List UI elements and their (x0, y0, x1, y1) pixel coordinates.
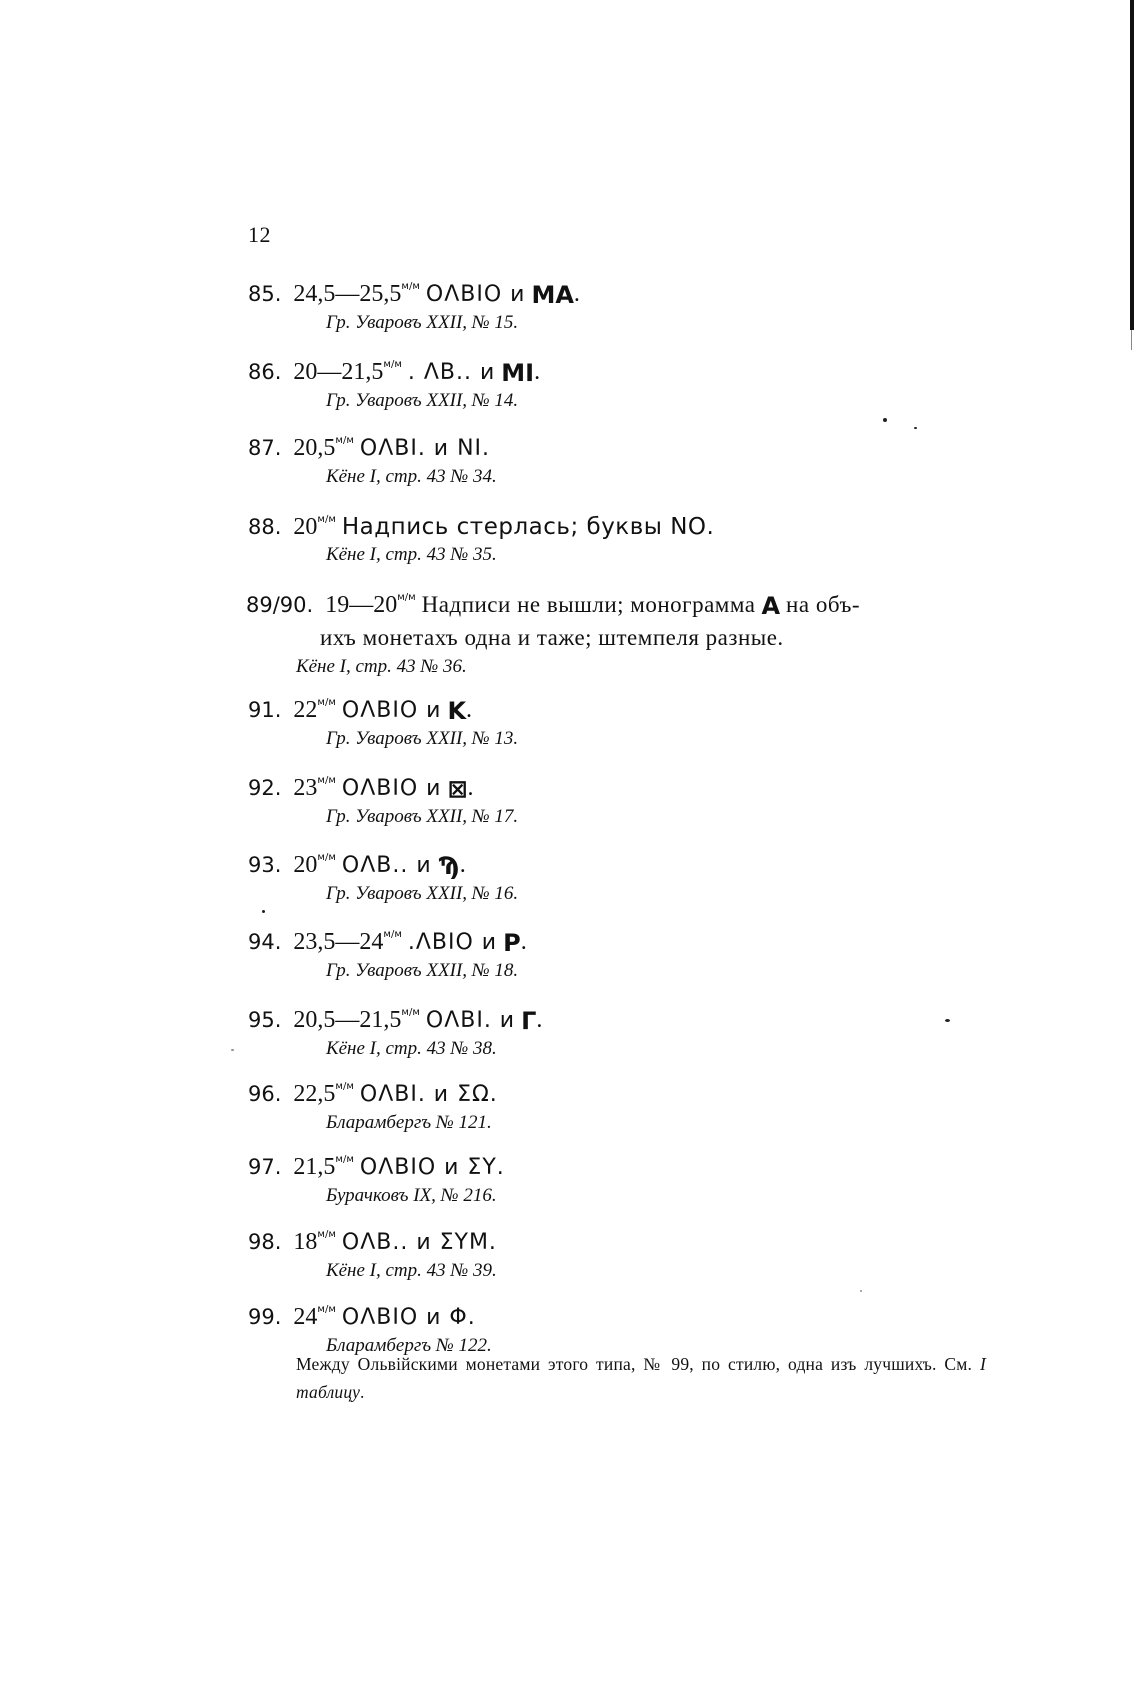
entry-unit: м/м (335, 1081, 354, 1092)
entry-number: 86. (248, 360, 282, 384)
catalog-entry (248, 272, 988, 336)
entry-reference: Гр. Уваровъ XXII, № 15. (326, 312, 519, 333)
entry-legend: ΟΛΒΙ. и ΝΙ. (359, 436, 491, 461)
entry-reference: Кёне I, стр. 43 № 36. (296, 656, 467, 677)
monogram-glyph: Κ (447, 697, 467, 725)
entry-reference: Гр. Уваровъ XXII, № 18. (326, 960, 519, 981)
entry-number: 92. (248, 776, 282, 800)
entry-legend-end: . (459, 852, 466, 878)
entry-size: 20,5 (293, 435, 336, 461)
entry-size: 20,5—21,5 (293, 1007, 402, 1033)
entry-reference: Кёне I, стр. 43 № 35. (326, 544, 497, 565)
entry-legend: .ΛΒΙΟ и (407, 930, 498, 955)
catalog-entry (248, 998, 988, 1062)
catalog-entry (248, 688, 988, 752)
entry-unit: м/м (383, 359, 402, 370)
entry-number: 87. (248, 436, 282, 460)
footnote-end: . (360, 1382, 365, 1402)
footnote-text: Между Ольвійскими монетами этого типа, № 99, по стилю, одна изъ лучшихъ. См. (296, 1354, 973, 1374)
entry-unit: м/м (317, 775, 336, 786)
scan-speck (945, 1019, 950, 1022)
entry-number: 97. (248, 1155, 282, 1179)
monogram-glyph: Ϡ (437, 852, 460, 880)
entry-unit: м/м (335, 1154, 354, 1165)
entry-legend: ΟΛΒΙΟ и (341, 698, 442, 723)
entry-reference: Кёне I, стр. 43 № 39. (326, 1260, 497, 1281)
scan-speck (883, 418, 887, 422)
monogram-glyph: Γ (521, 1007, 537, 1035)
monogram-glyph: ΜΑ (531, 281, 574, 309)
entry-reference: Гр. Уваровъ XXII, № 16. (326, 883, 519, 904)
entry-legend: Надпись стерлась; буквы ΝΟ. (341, 514, 715, 540)
entry-legend: ΟΛΒ.. и (341, 853, 432, 878)
monogram-glyph: ΜΙ (501, 359, 535, 387)
footnote-italic-reference: I таблицу (296, 1354, 986, 1402)
entry-number: 99. (248, 1305, 282, 1329)
entry-reference: Бурачковъ IX, № 216. (326, 1185, 497, 1206)
entry-size: 23,5—24 (293, 929, 384, 955)
entry-size: 18 (293, 1229, 318, 1255)
entry-legend: ΟΛΒ.. и ΣΥΜ. (341, 1230, 497, 1255)
page-number: 12 (248, 222, 271, 247)
entry-number: 89/90. (246, 593, 314, 617)
entry-legend-end: . (520, 929, 527, 955)
entry-legend-end: . (573, 281, 580, 307)
entry-reference: Гр. Уваровъ XXII, № 17. (326, 806, 519, 827)
catalog-entry (248, 505, 988, 568)
page-edge-line-lower (1131, 330, 1132, 350)
entry-size: 20 (293, 514, 318, 540)
entry-unit: м/м (317, 1304, 336, 1315)
footnote (296, 1350, 986, 1406)
entry-number: 94. (248, 930, 282, 954)
entry-legend-end: . (467, 775, 474, 801)
entry-number: 93. (248, 853, 282, 877)
entry-legend-end: . (534, 359, 541, 385)
entry-reference: Бларамбергъ № 122. (326, 1335, 492, 1356)
entry-legend-end: . (536, 1007, 543, 1033)
entry-legend-continuation: ихъ монетахъ одна и таже; штемпеля разные. (320, 625, 784, 650)
entry-unit: м/м (317, 697, 336, 708)
entry-unit: м/м (401, 1007, 420, 1018)
monogram-glyph: ⊠ (447, 775, 468, 803)
catalog-entry (248, 1145, 988, 1209)
page-edge-line (1130, 0, 1134, 330)
scan-speck (860, 1290, 862, 1292)
scan-speck (262, 910, 265, 913)
entry-reference: Бларамбергъ № 121. (326, 1112, 492, 1133)
catalog-entry (248, 843, 988, 907)
catalog-entry (248, 766, 988, 830)
entry-unit: м/м (317, 1229, 336, 1240)
entry-first-line (246, 582, 986, 622)
entry-size: 20 (293, 852, 318, 878)
entry-reference: Гр. Уваровъ XXII, № 13. (326, 728, 519, 749)
entry-number: 98. (248, 1230, 282, 1254)
entry-size: 19—20 (325, 592, 398, 618)
entry-legend: ΟΛΒΙΟ и (341, 776, 442, 801)
entry-size: 21,5 (293, 1154, 336, 1180)
entry-size: 22,5 (293, 1081, 336, 1107)
entry-unit: м/м (317, 514, 336, 525)
entry-legend: ΟΛΒΙ. и (425, 1008, 516, 1033)
catalog-entry (248, 1072, 988, 1136)
entry-legend: ΟΛΒΙ. и ΣΩ. (359, 1082, 498, 1107)
catalog-entry (248, 426, 988, 490)
entry-reference: Гр. Уваровъ XXII, № 14. (326, 390, 519, 411)
entry-size: 24 (293, 1304, 318, 1330)
catalog-entry (246, 582, 986, 680)
entry-legend-end: на объ- (786, 592, 860, 617)
entry-size: 24,5—25,5 (293, 281, 402, 307)
entry-number: 88. (248, 515, 282, 539)
scan-speck (914, 427, 917, 429)
entry-legend: Надписи не вышли; монограмма (421, 592, 756, 617)
entry-size: 23 (293, 775, 318, 801)
entry-unit: м/м (401, 281, 420, 292)
entry-size: 20—21,5 (293, 359, 384, 385)
entry-number: 91. (248, 698, 282, 722)
entry-legend: ΟΛΒΙΟ и ΣΥ. (359, 1155, 505, 1180)
entry-reference: Кёне I, стр. 43 № 38. (326, 1038, 497, 1059)
monogram-glyph: Α (761, 592, 781, 620)
entry-legend: ΟΛΒΙΟ и Φ. (341, 1305, 476, 1330)
catalog-entry (248, 920, 988, 984)
entry-unit: м/м (397, 592, 416, 603)
entry-number: 96. (248, 1082, 282, 1106)
catalog-entry (248, 350, 988, 414)
entry-legend-end: . (466, 697, 473, 723)
catalog-entry (248, 1220, 988, 1284)
entry-legend: ОΛΒΙΟ и (425, 282, 526, 307)
entry-legend: . ΛΒ.. и (407, 360, 496, 385)
monogram-glyph: Ρ (503, 929, 521, 957)
entry-size: 22 (293, 697, 318, 723)
entry-reference: Кёне I, стр. 43 № 34. (326, 466, 497, 487)
scan-speck (231, 1049, 234, 1051)
entry-unit: м/м (383, 929, 402, 940)
entry-unit: м/м (335, 435, 354, 446)
entry-unit: м/м (317, 852, 336, 863)
entry-number: 95. (248, 1008, 282, 1032)
entry-number: 85. (248, 282, 282, 306)
